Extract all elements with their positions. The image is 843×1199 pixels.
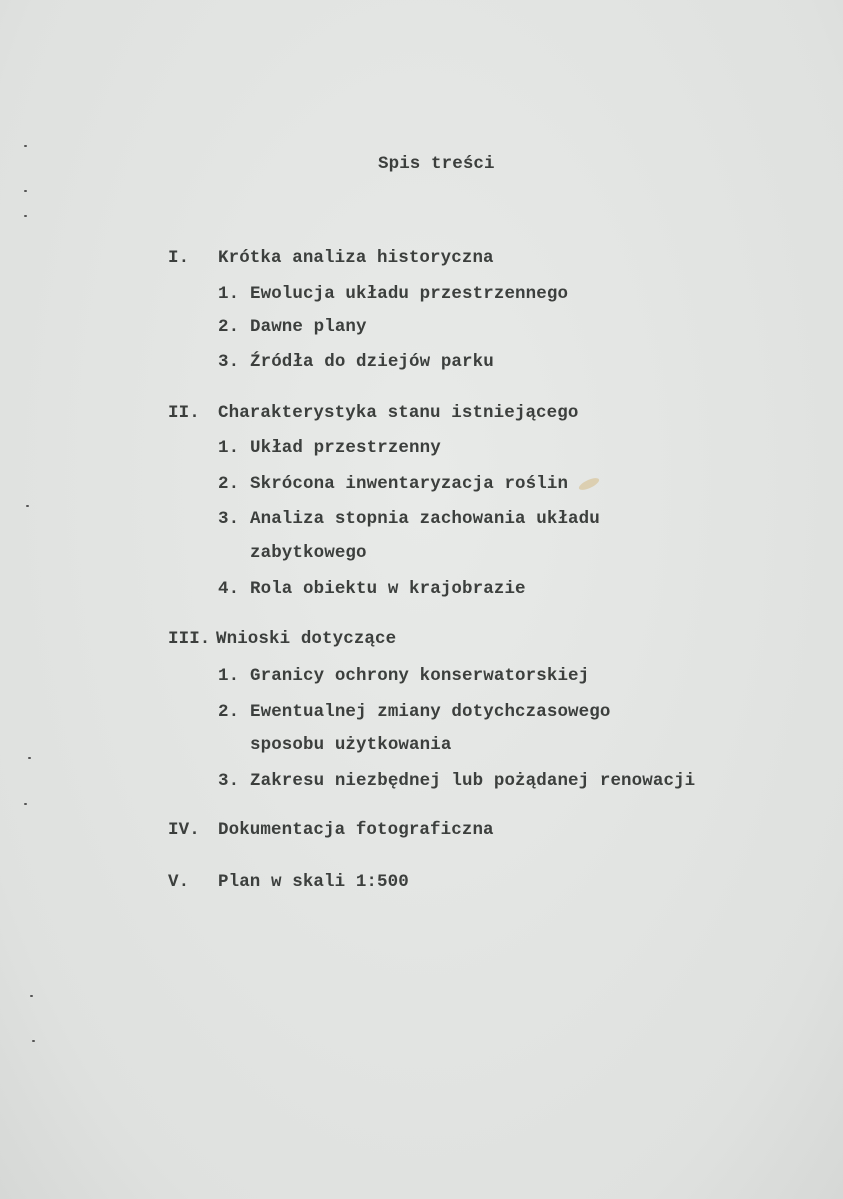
paper-speck: [28, 757, 31, 759]
item-label: Analiza stopnia zachowania układu: [250, 509, 600, 529]
section-title: Krótka analiza historyczna: [218, 248, 494, 268]
item-number: 3.: [218, 771, 240, 791]
section-title: Plan w skali 1:500: [218, 872, 409, 892]
section-title: Charakterystyka stanu istniejącego: [218, 403, 579, 423]
item-label: Skrócona inwentaryzacja roślin: [250, 474, 569, 494]
section-numeral: I.: [168, 248, 190, 268]
paper-speck: [32, 1040, 35, 1042]
item-label: Zakresu niezbędnej lub pożądanej renowacji: [250, 771, 696, 791]
item-label: Ewentualnej zmiany dotychczasowego: [250, 702, 611, 722]
section-numeral: V.: [168, 872, 190, 892]
section-title: Dokumentacja fotograficzna: [218, 820, 494, 840]
item-label: Źródła do dziejów parku: [250, 352, 494, 372]
item-number: 1.: [218, 284, 240, 304]
section-title: Wnioski dotyczące: [216, 629, 397, 649]
item-number: 2.: [218, 702, 240, 722]
item-number: 2.: [218, 474, 240, 494]
item-label: Ewolucja układu przestrzennego: [250, 284, 569, 304]
page-title: Spis treści: [378, 154, 495, 174]
item-label-continuation: zabytkowego: [250, 543, 367, 563]
item-number: 3.: [218, 509, 240, 529]
item-label-continuation: sposobu użytkowania: [250, 735, 452, 755]
paper-stain: [577, 476, 600, 493]
paper-speck: [24, 215, 27, 217]
item-number: 1.: [218, 438, 240, 458]
paper-speck: [24, 803, 27, 805]
paper-speck: [24, 190, 27, 192]
item-label: Układ przestrzenny: [250, 438, 441, 458]
paper-speck: [24, 145, 27, 147]
item-label: Granicy ochrony konserwatorskiej: [250, 666, 590, 686]
section-numeral: II.: [168, 403, 200, 423]
section-numeral: III.: [168, 629, 211, 649]
item-label: Dawne plany: [250, 317, 367, 337]
item-label: Rola obiektu w krajobrazie: [250, 579, 526, 599]
paper-speck: [30, 995, 33, 997]
item-number: 1.: [218, 666, 240, 686]
item-number: 2.: [218, 317, 240, 337]
item-number: 4.: [218, 579, 240, 599]
section-numeral: IV.: [168, 820, 200, 840]
paper-speck: [26, 505, 29, 507]
item-number: 3.: [218, 352, 240, 372]
